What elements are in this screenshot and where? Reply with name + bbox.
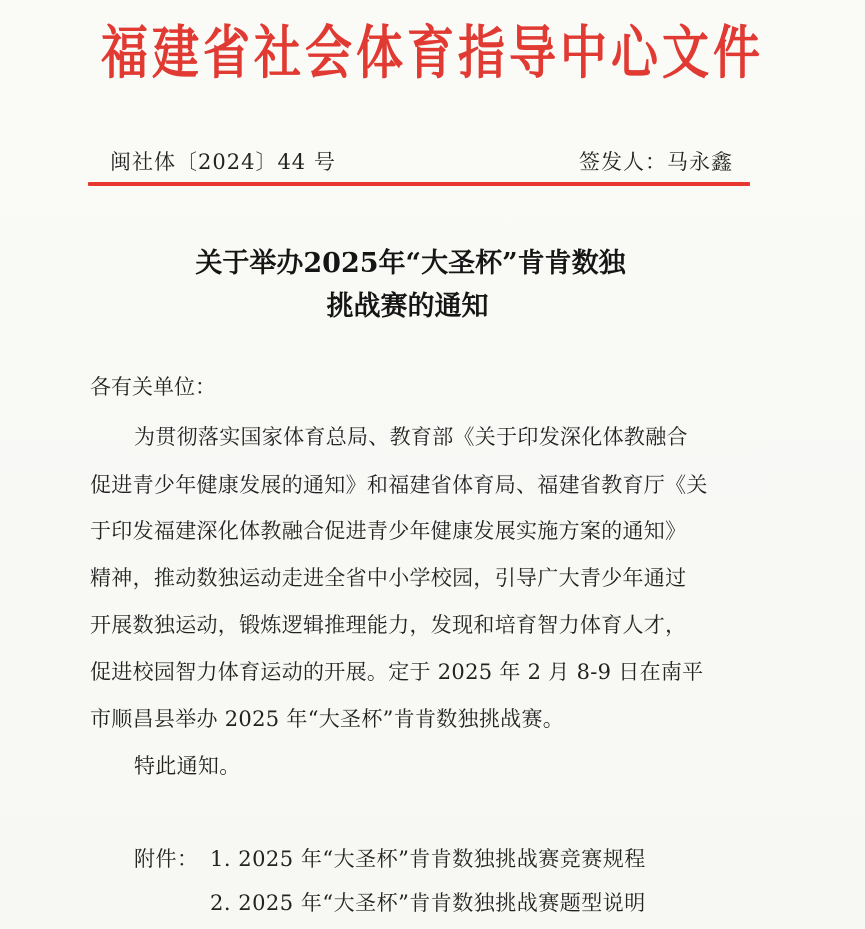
attachments-label: 附件：: [134, 847, 199, 871]
notice-title-line-2: 挑战赛的通知: [326, 291, 489, 322]
attachment-item-2: 2. 2025 年“大圣杯”肯肯数独挑战赛题型说明: [210, 891, 646, 915]
body-line-1: 为贯彻落实国家体育总局、教育部《关于印发深化体教融合: [134, 425, 688, 449]
body-line-6: 促进校园智力体育运动的开展。定于 2025 年 2 月 8-9 日在南平: [90, 660, 704, 684]
notice-title-line-1: 关于举办2025年“大圣杯”肯肯数独: [195, 248, 626, 279]
body-line-4: 精神，推动数独运动走进全省中小学校园，引导广大青少年通过: [90, 566, 687, 590]
document-number: 闽社体〔2024〕44 号: [110, 150, 336, 174]
body-line-2: 促进青少年健康发展的通知》和福建省体育局、福建省教育厅《关: [90, 473, 708, 497]
signer: 签发人：马永鑫: [579, 150, 733, 174]
red-divider-line: [88, 182, 750, 186]
body-line-3: 于印发福建深化体教融合促进青少年健康发展实施方案的通知》: [90, 519, 687, 543]
attachment-item-1: 1. 2025 年“大圣杯”肯肯数独挑战赛竞赛规程: [210, 847, 646, 871]
body-line-7: 市顺昌县举办 2025 年“大圣杯”肯肯数独挑战赛。: [90, 707, 565, 731]
salutation: 各有关单位：: [90, 375, 216, 399]
closing-line: 特此通知。: [134, 754, 241, 778]
org-header-title: 福建省社会体育指导中心文件: [101, 20, 764, 88]
body-line-5: 开展数独运动，锻炼逻辑推理能力，发现和培育智力体育人才，: [90, 613, 687, 637]
